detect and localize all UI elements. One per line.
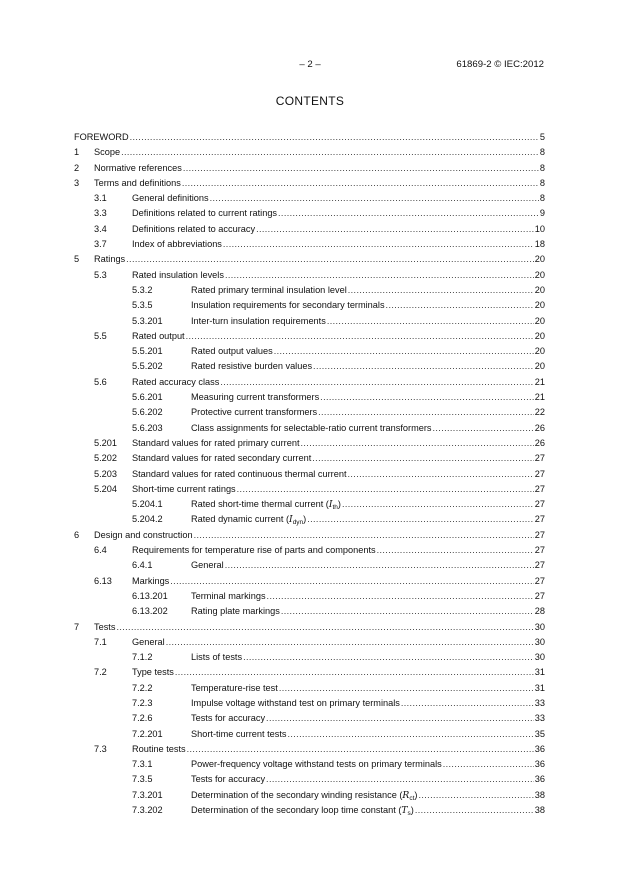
- toc-entry-page: 30: [534, 621, 545, 632]
- toc-entry-page: 27: [534, 453, 545, 464]
- dot-leader: [433, 421, 534, 436]
- toc-entry-number: 5.5.202: [132, 361, 163, 372]
- toc-entry-number: 5.3.2: [132, 284, 153, 295]
- math-subscript: s: [407, 810, 411, 818]
- toc-entry-page: 27: [534, 483, 545, 494]
- toc-entry-page: 27: [534, 468, 545, 479]
- dot-leader: [182, 176, 539, 191]
- document-reference: 61869-2 © IEC:2012: [456, 59, 544, 70]
- toc-entry[interactable]: [74, 390, 545, 405]
- toc-entry-page: 21: [534, 392, 545, 403]
- dot-leader: [386, 298, 534, 313]
- toc-entry-number: 3.3: [94, 208, 107, 219]
- toc-entry-title: Determination of the secondary loop time constant $(T_s)$: [191, 805, 414, 818]
- toc-entry-title: Definitions related to accuracy: [132, 223, 256, 234]
- toc-entry-title: Inter-turn insulation requirements: [191, 315, 326, 326]
- dot-leader: [377, 543, 534, 558]
- toc-entry-page: 36: [534, 743, 545, 754]
- toc-entry[interactable]: [74, 467, 545, 482]
- toc-entry-title: Rated resistive burden values: [191, 361, 313, 372]
- toc-entry-number: 6.4.1: [132, 560, 153, 571]
- toc-entry-title: Normative references: [94, 162, 182, 173]
- dot-leader: [194, 528, 534, 543]
- toc-entry-page: 26: [534, 422, 545, 433]
- math-symbol: R: [402, 789, 410, 801]
- toc-entry-number: 5.204.1: [132, 499, 163, 510]
- toc-entry-title: Lists of tests: [191, 652, 243, 663]
- toc-entry[interactable]: [74, 405, 545, 420]
- dot-leader: [312, 451, 534, 466]
- toc-entry-number: 5.202: [94, 453, 117, 464]
- dot-leader: [187, 742, 534, 757]
- toc-entry-number: 5: [74, 254, 80, 265]
- toc-entry-page: 18: [534, 239, 545, 250]
- toc-entry-page: 22: [534, 407, 545, 418]
- toc-entry-title: Insulation requirements for secondary terminals: [191, 300, 385, 311]
- dot-leader: [348, 467, 534, 482]
- dot-leader: [281, 604, 534, 619]
- toc-entry-page: 38: [534, 805, 545, 816]
- toc-entry-title: General: [191, 560, 224, 571]
- dot-leader: [418, 788, 533, 803]
- toc-entry[interactable]: [74, 620, 545, 635]
- page-header: [0, 59, 620, 75]
- dot-leader: [443, 757, 534, 772]
- dot-leader: [279, 681, 534, 696]
- toc-entry-title: Standard values for rated primary current: [132, 437, 300, 448]
- toc-entry-page: 5: [539, 132, 545, 142]
- toc-entry-page: 20: [534, 346, 545, 357]
- toc-entry[interactable]: [74, 528, 545, 543]
- toc-entry-page: 20: [534, 330, 545, 341]
- toc-entry-title: Routine tests: [132, 743, 186, 754]
- toc-entry-number: 7.2: [94, 667, 107, 678]
- dot-leader: [223, 237, 534, 252]
- toc-entry-title: Power-frequency voltage withstand tests on primary terminals: [191, 759, 442, 770]
- toc-entry-number: 7.1.2: [132, 652, 153, 663]
- dot-leader: [342, 497, 534, 512]
- dot-leader: [237, 482, 534, 497]
- toc-entry-page: 27: [534, 514, 545, 525]
- dot-leader: [287, 727, 533, 742]
- toc-entry[interactable]: [74, 543, 545, 558]
- toc-entry[interactable]: [74, 436, 545, 451]
- dot-leader: [348, 283, 534, 298]
- toc-entry-number: 3.1: [94, 193, 107, 204]
- dot-leader: [130, 130, 539, 145]
- toc-entry[interactable]: [74, 359, 545, 374]
- toc-entry-number: 5.203: [94, 468, 117, 479]
- table-of-contents: [74, 130, 545, 818]
- toc-entry-number: 6.13.202: [132, 606, 168, 617]
- toc-entry-page: 27: [534, 560, 545, 571]
- toc-entry-title: Definitions related to current ratings: [132, 208, 278, 219]
- dot-leader: [210, 191, 539, 206]
- toc-entry[interactable]: [74, 512, 545, 527]
- toc-entry-number: 2: [74, 162, 80, 173]
- toc-entry[interactable]: [74, 635, 545, 650]
- toc-entry-page: 20: [534, 254, 545, 265]
- toc-entry-page: 35: [534, 728, 545, 739]
- toc-entry-title: Rated output values: [191, 346, 273, 357]
- toc-entry-number: 6.4: [94, 545, 107, 556]
- toc-entry[interactable]: [74, 344, 545, 359]
- toc-entry[interactable]: [74, 788, 545, 803]
- dot-leader: [266, 772, 534, 787]
- toc-entry[interactable]: [74, 742, 545, 757]
- toc-entry-page: 10: [534, 223, 545, 234]
- toc-entry[interactable]: [74, 268, 545, 283]
- toc-entry-title: Standard values for rated secondary current: [132, 453, 312, 464]
- toc-entry-page: 9: [539, 208, 545, 219]
- toc-entry-number: 5.6.203: [132, 422, 163, 433]
- toc-entry-title: Temperature-rise test: [191, 682, 278, 693]
- toc-entry[interactable]: [74, 727, 545, 742]
- toc-entry-number: 7.2.2: [132, 682, 153, 693]
- toc-entry[interactable]: [74, 574, 545, 589]
- toc-entry-title: Requirements for temperature rise of parts and components: [132, 545, 376, 556]
- toc-entry[interactable]: [74, 314, 545, 329]
- toc-entry-page: 31: [534, 667, 545, 678]
- toc-entry[interactable]: [74, 451, 545, 466]
- toc-entry-title: Protective current transformers: [191, 407, 318, 418]
- toc-entry-number: 5.6.202: [132, 407, 163, 418]
- toc-entry-page: 20: [534, 284, 545, 295]
- math-symbol: T: [401, 805, 408, 817]
- toc-entry-page: 38: [534, 789, 545, 800]
- toc-entry-page: 27: [534, 575, 545, 586]
- toc-entry[interactable]: [74, 283, 545, 298]
- toc-entry-title: Rated primary terminal insulation level: [191, 284, 347, 295]
- toc-entry-title: FOREWORD: [74, 132, 129, 142]
- toc-entry[interactable]: [74, 161, 545, 176]
- dot-leader: [126, 252, 534, 267]
- toc-entry-title: Markings: [132, 575, 170, 586]
- toc-entry[interactable]: [74, 589, 545, 604]
- math-subscript: th: [332, 504, 338, 512]
- toc-entry[interactable]: [74, 711, 545, 726]
- toc-entry-number: 7.3.201: [132, 789, 163, 800]
- toc-entry-page: 27: [534, 529, 545, 540]
- toc-entry-title: Terms and definitions: [94, 177, 181, 188]
- toc-entry-number: 5.6: [94, 376, 107, 387]
- toc-entry[interactable]: [74, 206, 545, 221]
- toc-entry-number: 5.3: [94, 269, 107, 280]
- toc-entry-number: 3.4: [94, 223, 107, 234]
- dot-leader: [225, 268, 534, 283]
- toc-entry-number: 7.3.202: [132, 805, 163, 816]
- toc-entry[interactable]: [74, 329, 545, 344]
- dot-leader: [186, 329, 534, 344]
- toc-entry[interactable]: [74, 772, 545, 787]
- toc-entry[interactable]: [74, 482, 545, 497]
- dot-leader: [121, 145, 539, 160]
- toc-entry-page: 8: [539, 193, 545, 204]
- dot-leader: [415, 803, 534, 818]
- toc-entry-title: Design and construction: [94, 529, 193, 540]
- toc-entry-page: 21: [534, 376, 545, 387]
- toc-entry[interactable]: [74, 191, 545, 206]
- toc-entry[interactable]: [74, 237, 545, 252]
- toc-entry-number: 6.13: [94, 575, 112, 586]
- toc-entry[interactable]: [74, 145, 545, 160]
- toc-entry-page: 36: [534, 774, 545, 785]
- toc-entry[interactable]: [74, 252, 545, 267]
- toc-entry-title: Rated dynamic current $(I_{dyn})$: [191, 514, 307, 527]
- toc-entry[interactable]: [74, 222, 545, 237]
- toc-entry-page: 20: [534, 315, 545, 326]
- toc-entry-number: 7: [74, 621, 80, 632]
- toc-entry-page: 27: [534, 590, 545, 601]
- toc-entry-number: 6.13.201: [132, 590, 168, 601]
- toc-entry-page: 20: [534, 269, 545, 280]
- dot-leader: [318, 405, 534, 420]
- toc-entry-number: 6: [74, 529, 80, 540]
- toc-entry[interactable]: [74, 375, 545, 390]
- toc-entry-page: 27: [534, 545, 545, 556]
- toc-entry-page: 26: [534, 437, 545, 448]
- toc-entry-title: Index of abbreviations: [132, 239, 222, 250]
- toc-entry-number: 7.1: [94, 636, 107, 647]
- toc-entry-title: Standard values for rated continuous thermal current: [132, 468, 347, 479]
- toc-entry-page: 36: [534, 759, 545, 770]
- toc-entry-title: Rating plate markings: [191, 606, 280, 617]
- dot-leader: [243, 650, 534, 665]
- toc-entry-page: 8: [539, 147, 545, 158]
- toc-entry-number: 5.201: [94, 437, 117, 448]
- toc-entry-page: 8: [539, 162, 545, 173]
- toc-entry-title: Tests: [94, 621, 116, 632]
- toc-entry[interactable]: [74, 130, 545, 145]
- dot-leader: [183, 161, 539, 176]
- toc-entry[interactable]: [74, 650, 545, 665]
- math-subscript: dyn: [292, 519, 304, 527]
- toc-entry-title: Tests for accuracy: [191, 713, 266, 724]
- toc-entry-page: 30: [534, 652, 545, 663]
- toc-entry-page: 27: [534, 499, 545, 510]
- dot-leader: [267, 589, 534, 604]
- toc-entry-page: 33: [534, 713, 545, 724]
- toc-entry[interactable]: [74, 757, 545, 772]
- toc-entry-title: Class assignments for selectable-ratio current transformers: [191, 422, 432, 433]
- toc-entry-number: 3: [74, 177, 80, 188]
- toc-entry-title: General definitions: [132, 193, 209, 204]
- toc-entry-number: 7.3.1: [132, 759, 153, 770]
- toc-entry-page: 30: [534, 636, 545, 647]
- toc-entry[interactable]: [74, 298, 545, 313]
- dot-leader: [225, 558, 534, 573]
- toc-entry-title: Scope: [94, 147, 121, 158]
- toc-entry-number: 5.204.2: [132, 514, 163, 525]
- toc-entry-title: Rated short-time thermal current $(I_{th})$: [191, 499, 341, 512]
- toc-entry-title: Short-time current ratings: [132, 483, 236, 494]
- dot-leader: [327, 314, 534, 329]
- toc-entry-number: 5.3.5: [132, 300, 153, 311]
- toc-entry-title: Rated accuracy class: [132, 376, 220, 387]
- toc-entry[interactable]: [74, 665, 545, 680]
- toc-entry-number: 3.7: [94, 239, 107, 250]
- toc-entry[interactable]: [74, 696, 545, 711]
- dot-leader: [266, 711, 534, 726]
- dot-leader: [116, 620, 533, 635]
- toc-entry-title: Ratings: [94, 254, 126, 265]
- toc-entry[interactable]: [74, 681, 545, 696]
- toc-entry-number: 5.5.201: [132, 346, 163, 357]
- toc-entry-title: Measuring current transformers: [191, 392, 320, 403]
- toc-entry[interactable]: [74, 421, 545, 436]
- toc-entry-number: 7.2.6: [132, 713, 153, 724]
- dot-leader: [401, 696, 534, 711]
- toc-entry[interactable]: [74, 558, 545, 573]
- toc-entry-title: Determination of the secondary winding resistance $(R_{ct})$: [191, 789, 418, 802]
- toc-entry[interactable]: [74, 803, 545, 818]
- math-subscript: ct: [409, 794, 415, 802]
- toc-entry-title: Type tests: [132, 667, 174, 678]
- toc-entry-title: Rated insulation levels: [132, 269, 224, 280]
- toc-entry-page: 20: [534, 361, 545, 372]
- toc-entry-number: 7.2.3: [132, 697, 153, 708]
- toc-entry-number: 5.5: [94, 330, 107, 341]
- dot-leader: [170, 574, 533, 589]
- toc-entry-number: 7.3: [94, 743, 107, 754]
- toc-entry-page: 28: [534, 606, 545, 617]
- toc-entry-page: 33: [534, 697, 545, 708]
- toc-entry-title: Tests for accuracy: [191, 774, 266, 785]
- dot-leader: [307, 512, 534, 527]
- toc-entry-page: 8: [539, 177, 545, 188]
- math-symbol: I: [289, 514, 293, 526]
- dot-leader: [301, 436, 534, 451]
- dot-leader: [274, 344, 534, 359]
- dot-leader: [166, 635, 534, 650]
- toc-entry[interactable]: [74, 176, 545, 191]
- toc-entry-number: 7.2.201: [132, 728, 163, 739]
- contents-title: CONTENTS: [275, 94, 345, 108]
- toc-entry-title: Terminal markings: [191, 590, 266, 601]
- dot-leader: [175, 665, 534, 680]
- toc-entry-number: 5.6.201: [132, 392, 163, 403]
- toc-entry-title: Impulse voltage withstand test on primary terminals: [191, 697, 400, 708]
- toc-entry-number: 7.3.5: [132, 774, 153, 785]
- toc-entry[interactable]: [74, 497, 545, 512]
- toc-entry-title: Rated output: [132, 330, 185, 341]
- toc-entry-title: Short-time current tests: [191, 728, 287, 739]
- toc-entry-number: 1: [74, 147, 80, 158]
- toc-entry-number: 5.204: [94, 483, 117, 494]
- dot-leader: [320, 390, 534, 405]
- dot-leader: [220, 375, 533, 390]
- math-symbol: I: [328, 499, 333, 511]
- toc-entry-page: 31: [534, 682, 545, 693]
- toc-entry-title: General: [132, 636, 165, 647]
- dot-leader: [278, 206, 539, 221]
- toc-entry-page: 20: [534, 300, 545, 311]
- dot-leader: [256, 222, 534, 237]
- toc-entry[interactable]: [74, 604, 545, 619]
- page-number: – 2 –: [299, 59, 321, 70]
- dot-leader: [313, 359, 534, 374]
- toc-entry-number: 5.3.201: [132, 315, 163, 326]
